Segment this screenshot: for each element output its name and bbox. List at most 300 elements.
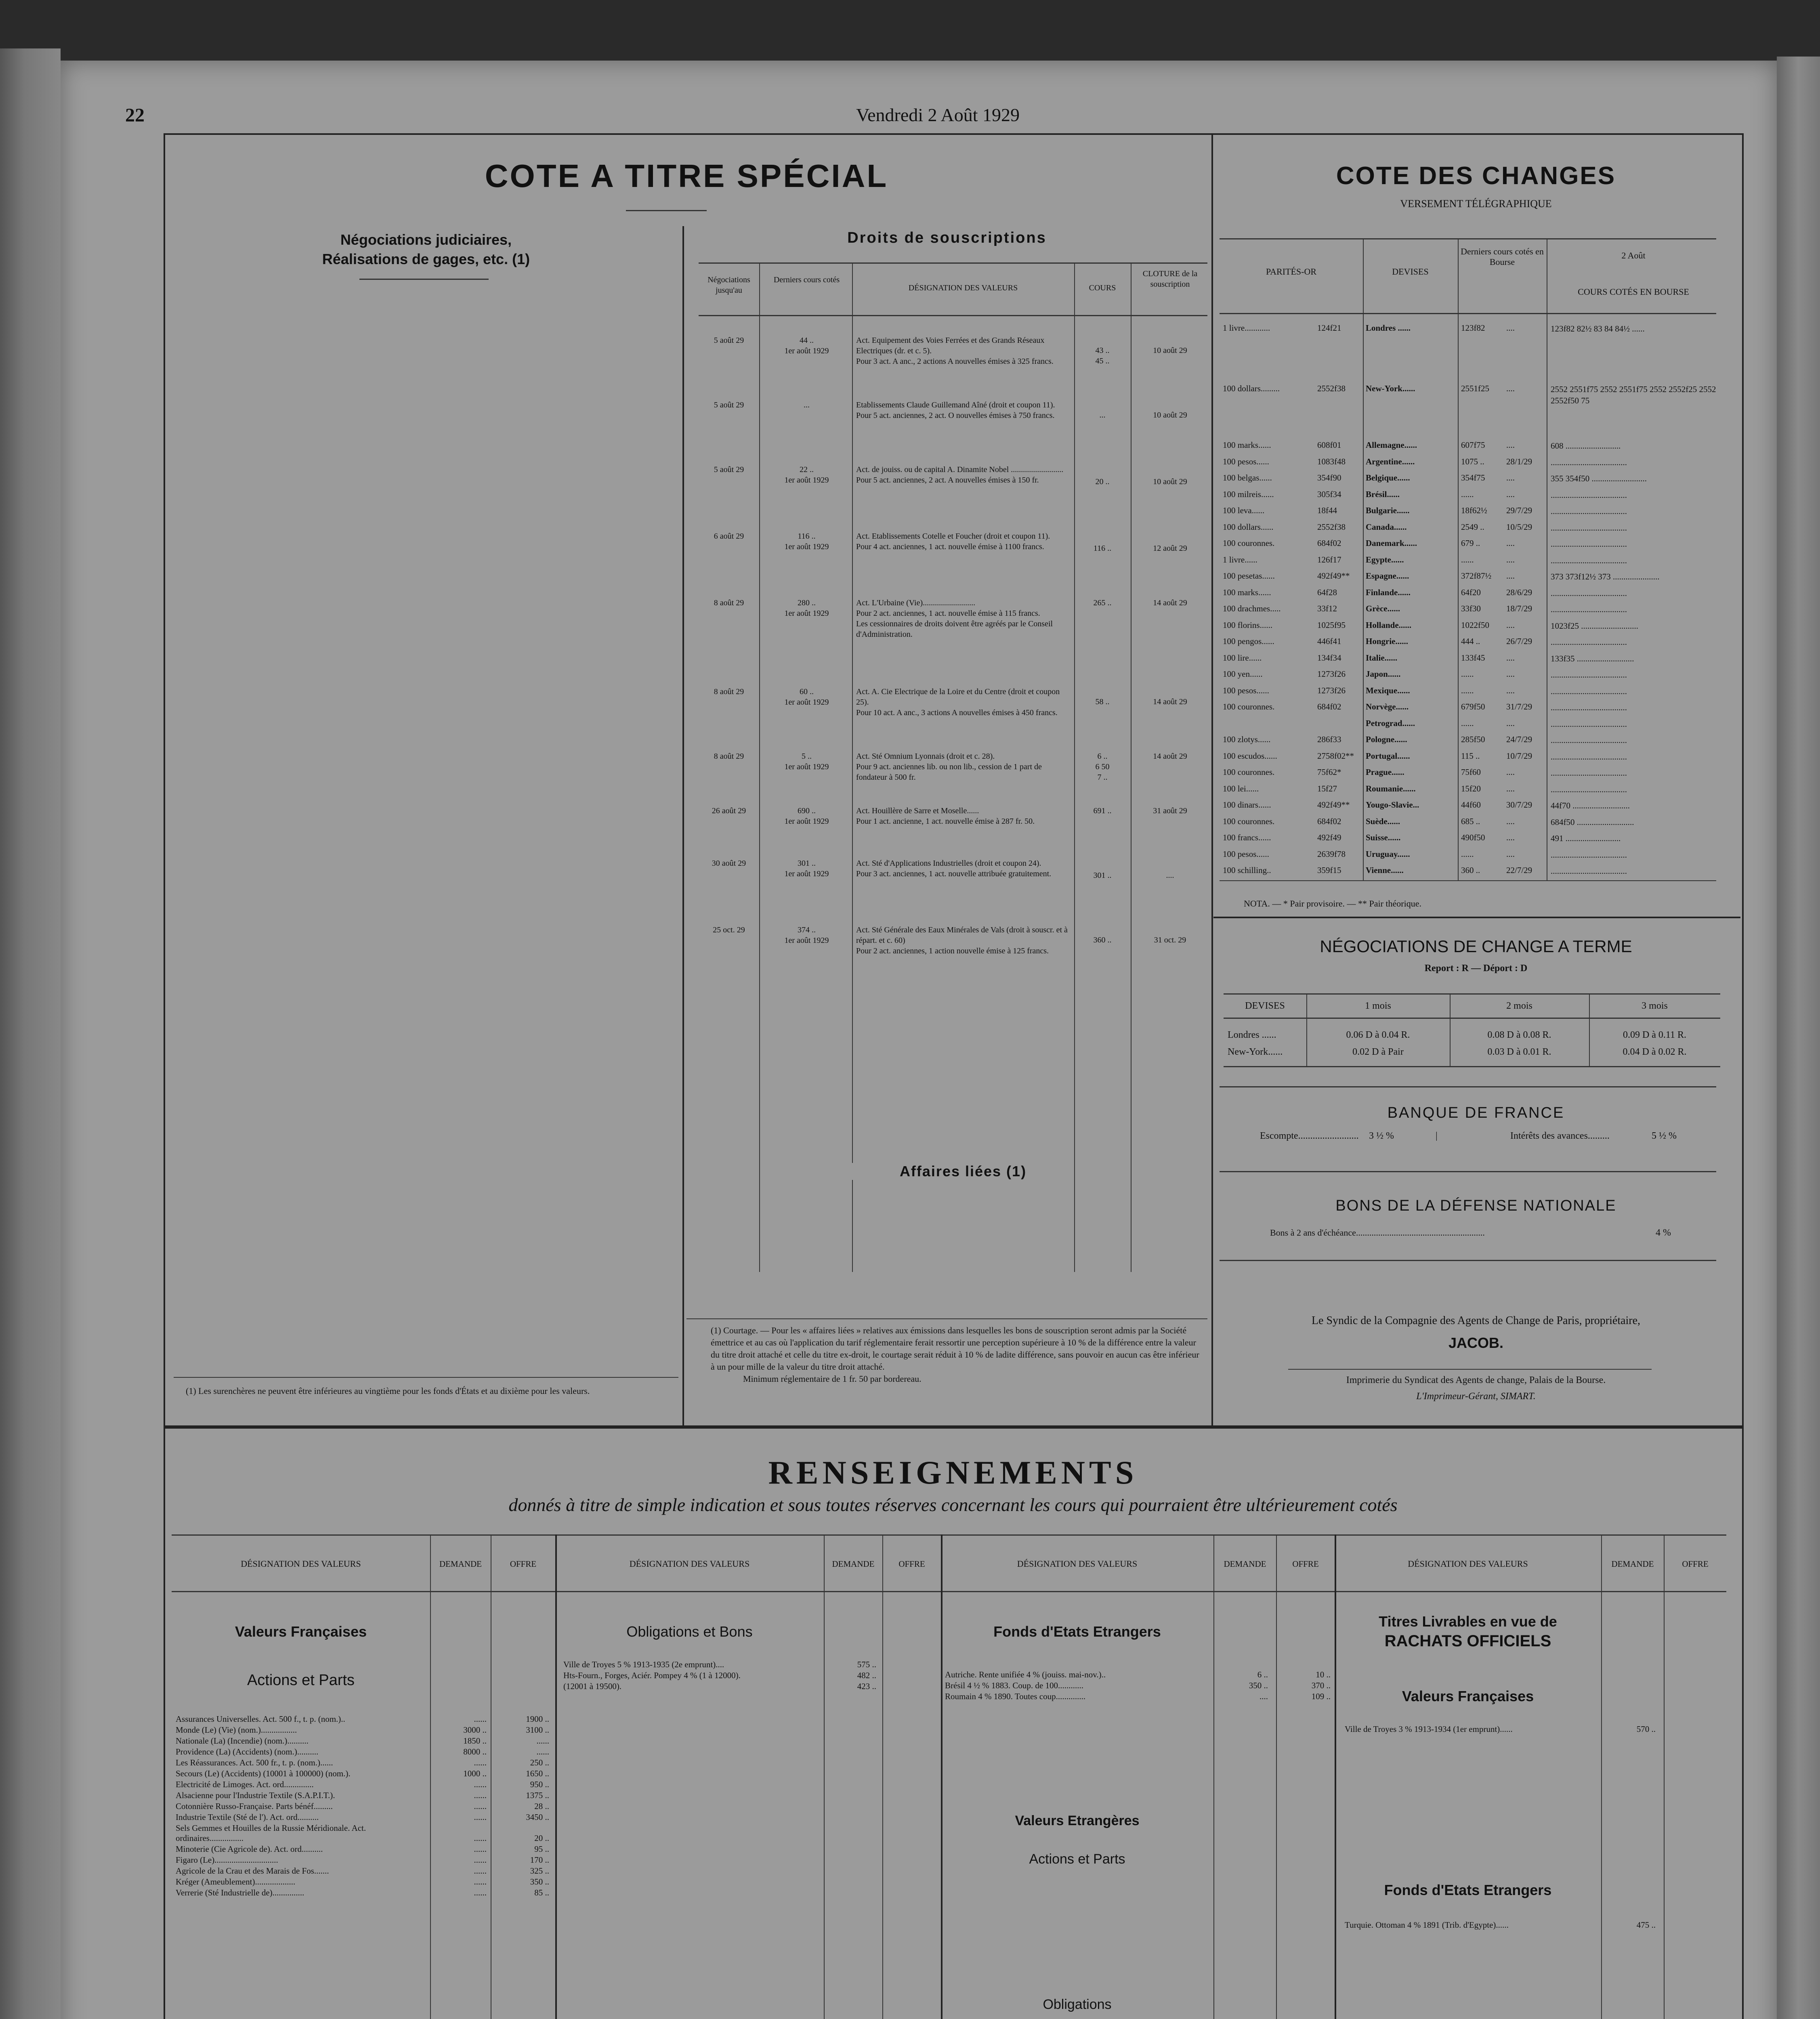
changes-parite-valeur: 2552f38: [1317, 384, 1346, 393]
rens-offre: 950 ..: [530, 1780, 549, 1789]
rens-header-top: [172, 1534, 1726, 1536]
droits-cloture: 31 août 29: [1153, 806, 1187, 815]
terme-3mois: 0.04 D à 0.02 R.: [1623, 1047, 1687, 1057]
changes-devise: Hongrie......: [1366, 636, 1408, 646]
rens-demande: ......: [474, 1844, 487, 1854]
changes-parite: 100 lire......: [1223, 653, 1262, 663]
rens-demande: 475 ..: [1636, 1920, 1656, 1930]
droits-cours: 116 ..: [1093, 544, 1112, 553]
changes-dernier-date: 22/7/29: [1506, 865, 1532, 875]
droits-cours: 360 ..: [1093, 936, 1112, 944]
droits-cours: 691 ..: [1093, 806, 1112, 815]
changes-dernier-date: ....: [1506, 473, 1515, 483]
rens-designation: Hts-Fourn., Forges, Aciér. Pompey 4 % (1 à 12000).: [563, 1671, 741, 1680]
terme-header-3mois: 3 mois: [1642, 1001, 1668, 1011]
col1-section-valeurs-francaises: Valeurs Françaises: [235, 1623, 367, 1640]
changes-dernier: 607f75: [1461, 440, 1485, 450]
changes-parite: 100 pesetas......: [1223, 571, 1275, 581]
changes-header-top: [1220, 238, 1716, 239]
rens-designation: Turquie. Ottoman 4 % 1891 (Trib. d'Egypte)......: [1345, 1920, 1509, 1930]
changes-bottom-rule: [1213, 917, 1740, 918]
courtage-minimum: Minimum réglementaire de 1 fr. 50 par bordereau.: [743, 1374, 922, 1384]
changes-dernier-date: ....: [1506, 384, 1515, 393]
changes-parite-valeur: 126f17: [1317, 554, 1341, 565]
droits-designation: Act. de jouiss. ou de capital A. Dinamite Nobel .......................... Pour 5 act. anciennes, 2 act. A nouvelles émises à 150 fr.: [856, 465, 1064, 485]
changes-parite: 100 pesos......: [1223, 685, 1269, 695]
changes-parite-valeur: 1273f26: [1317, 669, 1346, 679]
rens-designation: Sels Gemmes et Houilles de la Russie Méridionale. Act. ordinaires................: [176, 1823, 366, 1843]
changes-parite: 100 pesos......: [1223, 456, 1269, 466]
changes-cours: ....................................: [1551, 457, 1627, 467]
droits-designation: Act. Equipement des Voies Ferrées et des Grands Réseaux Electriques (dr. et c. 5). Pour 3 act. A anc., 2 actions A nouvelles émises à 325 francs.: [856, 336, 1054, 366]
terme-header-2mois: 2 mois: [1506, 1001, 1532, 1011]
droits-designation: Act. Sté Omnium Lyonnais (droit et c. 28). Pour 9 act. anciennes lib. ou non lib., cession de 1 part de fondateur à 500 fr.: [856, 752, 1042, 782]
changes-cours: ....................................: [1551, 703, 1627, 712]
terme-header-devises: DEVISES: [1245, 1001, 1285, 1011]
droits-date: 8 août 29: [714, 598, 744, 607]
terme-header-bottom: [1224, 1018, 1720, 1019]
droits-derniers: 5 .. 1er août 1929: [784, 752, 829, 771]
changes-cours: 44f70 ...........................: [1551, 801, 1630, 810]
changes-cours: ....................................: [1551, 850, 1627, 860]
changes-cours: ....................................: [1551, 751, 1627, 762]
rens-designation: Electricité de Limoges. Act. ord..............: [176, 1780, 314, 1789]
changes-devise: Japon......: [1366, 669, 1401, 679]
rens-designation: Roumain 4 % 1890. Toutes coup..............: [945, 1692, 1086, 1701]
changes-parite: 100 lei......: [1223, 783, 1259, 793]
changes-devise: Roumanie......: [1366, 783, 1416, 793]
changes-dernier: ......: [1461, 849, 1474, 859]
changes-parite: 100 milreis......: [1223, 489, 1274, 499]
rens-demande: ......: [474, 1877, 487, 1887]
page-date: Vendredi 2 Août 1929: [856, 105, 1020, 125]
rens-sep-4: [824, 1534, 825, 2019]
changes-parite-valeur: 684f02: [1317, 702, 1341, 711]
changes-devise: Yougo-Slavie...: [1366, 800, 1419, 810]
droits-derniers: 22 .. 1er août 1929: [784, 465, 829, 485]
syndic-name: JACOB.: [1448, 1335, 1504, 1351]
rens-designation: Figaro (Le)..............................: [176, 1855, 278, 1865]
changes-parite: 100 couronnes.: [1223, 816, 1275, 826]
rens-demande: ......: [474, 1780, 487, 1789]
rens-designation: Secours (Le) (Accidents) (10001 à 100000) (nom.).: [176, 1769, 351, 1778]
changes-cours: ....................................: [1551, 539, 1627, 549]
droits-derniers: 44 .. 1er août 1929: [784, 336, 829, 355]
negociations-line-2: Réalisations de gages, etc. (1): [322, 251, 530, 267]
terme-subtitle: Report : R — Déport : D: [1424, 963, 1528, 974]
changes-parite-valeur: 684f02: [1317, 538, 1341, 548]
droits-cloture: 10 août 29: [1153, 477, 1187, 486]
changes-devise: Norvège......: [1366, 702, 1409, 711]
rens-h2-demande: DEMANDE: [832, 1559, 875, 1569]
terme-bottom: [1224, 1066, 1720, 1067]
changes-dernier: ......: [1461, 489, 1474, 499]
changes-dernier: 285f50: [1461, 735, 1485, 744]
rens-designation: Assurances Universelles. Act. 500 f., t. p. (nom.)..: [176, 1714, 345, 1724]
changes-cours: ....................................: [1551, 555, 1627, 565]
changes-dernier-date: ....: [1506, 783, 1515, 793]
rens-demande: ......: [474, 1758, 487, 1767]
changes-devise: Portugal......: [1366, 751, 1410, 761]
changes-devise: Grèce......: [1366, 604, 1400, 613]
droits-cours: 58 ..: [1095, 697, 1110, 706]
droits-date: 5 août 29: [714, 336, 744, 345]
col3-section-actions: Actions et Parts: [1029, 1851, 1125, 1867]
changes-parite-valeur: 1025f95: [1317, 620, 1346, 630]
changes-parite-valeur: 18f44: [1317, 506, 1337, 515]
changes-header-date: 2 Août: [1621, 250, 1646, 260]
droits-cloture: 12 août 29: [1153, 544, 1187, 553]
changes-devise: New-York......: [1366, 384, 1415, 393]
droits-cours: 20 ..: [1095, 477, 1110, 486]
changes-devise: Hollande......: [1366, 620, 1412, 630]
droits-cloture: 14 août 29: [1153, 697, 1187, 706]
rens-demande: 1850 ..: [463, 1736, 487, 1746]
rens-demande: ......: [474, 1790, 487, 1800]
terme-col-sep-2: [1450, 993, 1451, 1066]
changes-cours: 355 354f50 ..........................: [1551, 474, 1647, 483]
changes-dernier-date: ....: [1506, 653, 1515, 663]
terme-header-top: [1224, 993, 1720, 995]
changes-dernier: 2549 ..: [1461, 522, 1484, 532]
rens-offre: 10 ..: [1316, 1670, 1331, 1679]
changes-dernier: 354f75: [1461, 473, 1485, 483]
banque-title: BANQUE DE FRANCE: [1387, 1104, 1565, 1121]
changes-devise: Uruguay......: [1366, 849, 1410, 859]
rens-demande: ......: [474, 1855, 487, 1865]
droits-cours: ...: [1099, 411, 1106, 420]
changes-header-cours: COURS COTÉS EN BOURSE: [1578, 287, 1689, 297]
changes-dernier-date: 18/7/29: [1506, 604, 1532, 613]
changes-parite-valeur: 492f49: [1317, 833, 1341, 842]
changes-dernier: ......: [1461, 685, 1474, 695]
droits-header-designation: DÉSIGNATION DES VALEURS: [908, 283, 1018, 292]
terme-col-sep-3: [1589, 993, 1590, 1066]
syndic-rule: [1288, 1369, 1652, 1370]
bons-value: 4 %: [1656, 1228, 1671, 1238]
rens-designation: Alsacienne pour l'Industrie Textile (S.A.P.I.T.).: [176, 1790, 335, 1800]
changes-cours: 684f50 ...........................: [1551, 817, 1634, 827]
changes-devise: Bulgarie......: [1366, 506, 1410, 515]
terme-col-sep-1: [1306, 993, 1307, 1066]
rens-demande: 3000 ..: [463, 1725, 487, 1735]
changes-parite: 100 yen......: [1223, 669, 1263, 679]
changes-parite: 100 dinars......: [1223, 800, 1271, 810]
rens-h1-designation: DÉSIGNATION DES VALEURS: [241, 1559, 361, 1569]
rens-offre: 1375 ..: [526, 1790, 549, 1800]
changes-devise: Egypte......: [1366, 554, 1404, 565]
changes-dernier: 33f30: [1461, 604, 1481, 613]
gerant: L'Imprimeur-Gérant, SIMART.: [1416, 1391, 1536, 1402]
rens-designation: Industrie Textile (Sté de l'). Act. ord..........: [176, 1812, 319, 1822]
banque-avances-label: Intérêts des avances.........: [1510, 1131, 1610, 1141]
rens-designation: Nationale (La) (Incendie) (nom.)..........: [176, 1736, 309, 1746]
terme-section-rule: [1220, 1086, 1716, 1087]
rens-h1-demande: DEMANDE: [439, 1559, 482, 1569]
imprimerie: Imprimerie du Syndicat des Agents de change, Palais de la Bourse.: [1346, 1375, 1606, 1385]
changes-dernier: 685 ..: [1461, 816, 1480, 826]
terme-title: NÉGOCIATIONS DE CHANGE A TERME: [1320, 937, 1632, 956]
rens-offre: 109 ..: [1311, 1692, 1331, 1701]
changes-dernier-date: 29/7/29: [1506, 506, 1532, 515]
changes-dernier-date: ....: [1506, 669, 1515, 679]
droits-cours: 43 .. 45 ..: [1095, 346, 1110, 365]
changes-dernier: 679f50: [1461, 702, 1485, 711]
changes-cours: ....................................: [1551, 588, 1627, 598]
rens-offre: 370 ..: [1311, 1681, 1331, 1690]
changes-cours: 123f82 82½ 83 84 84½ ......: [1551, 324, 1645, 334]
changes-parite: 100 dollars......: [1223, 522, 1274, 532]
rens-demande: ......: [474, 1812, 487, 1822]
changes-parite: 100 pengos......: [1223, 636, 1274, 646]
divider-right: [1211, 133, 1213, 1425]
changes-dernier-date: ....: [1506, 767, 1515, 777]
changes-devise: Suisse......: [1366, 833, 1401, 842]
rens-offre: 3450 ..: [526, 1812, 549, 1822]
negociations-line-1: Négociations judiciaires,: [340, 231, 512, 248]
changes-parite-valeur: 684f02: [1317, 816, 1341, 826]
droits-header-cloture: CLOTURE de la souscription: [1142, 269, 1198, 289]
changes-devise: Pologne......: [1366, 735, 1407, 744]
rens-offre: 95 ..: [534, 1844, 549, 1854]
changes-dernier: 64f20: [1461, 587, 1481, 597]
rens-sep-3: [555, 1534, 557, 2019]
banque-avances-value: 5 ½ %: [1652, 1131, 1677, 1141]
changes-dernier: 372f87½: [1461, 571, 1492, 581]
droits-designation: Act. Sté Générale des Eaux Minérales de Vals (droit à souscr. et à répart. et c. 60) Pour 2 act. anciennes, 1 action nouvelle émise à 125 francs.: [856, 926, 1068, 955]
rens-demande: 6 ..: [1257, 1670, 1268, 1679]
changes-parite-valeur: 2758f02**: [1317, 751, 1354, 761]
droits-date: 6 août 29: [714, 532, 744, 541]
changes-parite-valeur: 124f21: [1317, 323, 1341, 333]
changes-devise: Suède......: [1366, 816, 1400, 826]
changes-parite-valeur: 359f15: [1317, 865, 1341, 875]
terme-3mois: 0.09 D à 0.11 R.: [1623, 1030, 1687, 1040]
changes-dernier: 18f62½: [1461, 506, 1487, 515]
changes-parite-valeur: 134f34: [1317, 653, 1341, 663]
cote-titre-special-title: COTE A TITRE SPÉCIAL: [485, 158, 888, 194]
droits-col-sep-2: [852, 262, 853, 1272]
droits-derniers: 116 .. 1er août 1929: [784, 532, 829, 551]
changes-dernier: ......: [1461, 669, 1474, 679]
changes-parite-valeur: 2552f38: [1317, 522, 1346, 532]
changes-header-devises: DEVISES: [1392, 267, 1429, 277]
changes-parite: 100 zlotys......: [1223, 735, 1271, 744]
droits-derniers: 60 .. 1er août 1929: [784, 687, 829, 707]
changes-devise: Finlande......: [1366, 587, 1411, 597]
changes-parite-valeur: 15f27: [1317, 783, 1337, 793]
changes-cours: ....................................: [1551, 523, 1627, 533]
changes-dernier-date: ....: [1506, 718, 1515, 728]
changes-title: COTE DES CHANGES: [1336, 162, 1616, 190]
rens-designation: Providence (La) (Accidents) (nom.)..........: [176, 1747, 319, 1757]
changes-parite: 100 schilling..: [1223, 865, 1271, 875]
droits-cloture: 14 août 29: [1153, 752, 1187, 761]
rens-offre: 325 ..: [530, 1866, 549, 1876]
banque-escompte-label: Escompte.........................: [1260, 1131, 1359, 1141]
rens-h2-offre: OFFRE: [898, 1559, 925, 1569]
rens-demande: ......: [474, 1714, 487, 1724]
terme-1mois: 0.06 D à 0.04 R.: [1346, 1030, 1410, 1040]
changes-parite-valeur: 286f33: [1317, 735, 1341, 744]
rens-sep-6: [941, 1534, 943, 2019]
droits-designation: Etablissements Claude Guillemand Aîné (droit et coupon 11). Pour 5 act. anciennes, 2 act. O nouvelles émises à 750 francs.: [856, 401, 1055, 420]
rens-sep-7: [1213, 1534, 1214, 2019]
rens-demande: ......: [474, 1866, 487, 1876]
courtage-text: (1) Courtage. — Pour les « affaires liées » relatives aux émissions dans lesquelles les bons de souscription seront admis par la Société émettrice et au cas où l'application du tarif réglementaire ferait ressortir une perception supérieure à 10 % de la différence entre la valeur du titre droit attaché et celle du titre ex-droit, le courtage serait réduit à 10 % de ladite différence, sans pouvoir en aucun cas être inférieur à un pour mille de la valeur du titre droit attaché.: [711, 1325, 1199, 1372]
changes-parite: 100 dollars.........: [1223, 384, 1280, 393]
rens-designation: Ville de Troyes 5 % 1913-1935 (2e emprunt)....: [563, 1660, 724, 1669]
droits-cloture: 14 août 29: [1153, 598, 1187, 607]
rens-demande: 423 ..: [857, 1681, 876, 1691]
changes-parite: 100 florins......: [1223, 620, 1273, 630]
changes-cours: ....................................: [1551, 490, 1627, 500]
changes-dernier: 1022f50: [1461, 620, 1489, 630]
divider-left: [682, 226, 684, 1425]
changes-parite: 1 livre......: [1223, 554, 1257, 565]
changes-dernier-date: ....: [1506, 571, 1515, 581]
rens-designation: Cotonnière Russo-Française. Parts bénéf.........: [176, 1801, 333, 1811]
col1-section-actions: Actions et Parts: [247, 1672, 355, 1689]
renseignements-title: RENSEIGNEMENTS: [768, 1454, 1138, 1491]
changes-devise: Allemagne......: [1366, 440, 1417, 450]
changes-col-sep-2: [1458, 238, 1459, 880]
terme-devise: New-York......: [1228, 1047, 1283, 1057]
changes-header-bottom: [1220, 313, 1716, 314]
droits-cloture: 10 août 29: [1153, 346, 1187, 355]
droits-designation: Act. A. Cie Electrique de la Loire et du Centre (droit et coupon 25). Pour 10 act. A anc., 3 actions A nouvelles émises à 450 francs.: [856, 687, 1060, 717]
rens-sep-11: [1664, 1534, 1665, 2019]
rens-demande: ......: [474, 1801, 487, 1811]
droits-header-cours: COURS: [1089, 283, 1116, 292]
changes-dernier-date: 26/7/29: [1506, 636, 1532, 646]
bons-title: BONS DE LA DÉFENSE NATIONALE: [1335, 1197, 1616, 1214]
changes-devise: Londres ......: [1366, 323, 1411, 333]
title-rule: [626, 210, 707, 211]
banque-separator: |: [1436, 1131, 1438, 1141]
changes-parite: 100 couronnes.: [1223, 702, 1275, 711]
terme-2mois: 0.03 D à 0.01 R.: [1487, 1047, 1551, 1057]
changes-devise: Petrograd......: [1366, 718, 1415, 728]
changes-dernier-date: ....: [1506, 440, 1515, 450]
rens-offre: 350 ..: [530, 1877, 549, 1887]
changes-cours: ....................................: [1551, 866, 1627, 876]
changes-dernier: 15f20: [1461, 783, 1481, 793]
droits-cours: 265 ..: [1093, 598, 1112, 607]
droits-designation: Act. Sté d'Applications Industrielles (droit et coupon 24). Pour 3 act. anciennes, 1 act. nouvelle attribuée gratuitement.: [856, 859, 1052, 878]
changes-dernier: 1075 ..: [1461, 456, 1484, 466]
rens-h2-designation: DÉSIGNATION DES VALEURS: [629, 1559, 750, 1569]
changes-cours: ....................................: [1551, 604, 1627, 614]
rens-designation: Ville de Troyes 3 % 1913-1934 (1er emprunt)......: [1345, 1724, 1513, 1734]
rens-offre: 250 ..: [530, 1758, 549, 1767]
terme-1mois: 0.02 D à Pair: [1352, 1047, 1404, 1057]
changes-cours: 491 ..........................: [1551, 833, 1621, 843]
negociations-rule: [359, 279, 489, 280]
rens-demande: 350 ..: [1249, 1681, 1268, 1690]
droits-date: 30 août 29: [712, 859, 746, 868]
droits-date: 8 août 29: [714, 687, 744, 696]
changes-parite: 1 livre............: [1223, 323, 1270, 333]
changes-devise: Espagne......: [1366, 571, 1409, 581]
rens-designation: Brésil 4 ½ % 1883. Coup. de 100............: [945, 1681, 1083, 1690]
changes-cours: ....................................: [1551, 506, 1627, 516]
col3-section-valeurs-etrangeres: Valeurs Etrangères: [1015, 1813, 1140, 1828]
changes-dernier-date: ....: [1506, 849, 1515, 859]
rens-offre: 170 ..: [530, 1855, 549, 1865]
changes-dernier: 2551f25: [1461, 384, 1489, 393]
droits-title: Droits de souscriptions: [847, 229, 1047, 246]
changes-dernier-date: ....: [1506, 685, 1515, 695]
banque-escompte-value: 3 ½ %: [1369, 1131, 1394, 1141]
droits-derniers: 301 .. 1er août 1929: [784, 859, 829, 878]
changes-dernier: ......: [1461, 718, 1474, 728]
col4-heading2: RACHATS OFFICIELS: [1384, 1632, 1551, 1650]
courtage-note: [711, 1324, 1203, 1385]
col4-section-valeurs-francaises: Valeurs Françaises: [1402, 1688, 1534, 1704]
changes-cours: ....................................: [1551, 686, 1627, 696]
changes-devise: Danemark......: [1366, 538, 1417, 548]
rens-h1-offre: OFFRE: [510, 1559, 537, 1569]
rens-sep-10: [1601, 1534, 1602, 2019]
changes-dernier-date: 30/7/29: [1506, 800, 1532, 810]
page-edge-right: [1777, 57, 1820, 2019]
changes-dernier-date: 28/6/29: [1506, 587, 1532, 597]
changes-dernier-date: 10/7/29: [1506, 751, 1532, 761]
rens-designation: Agricole de la Crau et des Marais de Fos.......: [176, 1866, 329, 1876]
droits-derniers: 690 .. 1er août 1929: [784, 806, 829, 826]
changes-parite-valeur: 492f49**: [1317, 800, 1350, 810]
rens-sep-8: [1276, 1534, 1277, 2019]
droits-header-derniers: Derniers cours cotés: [773, 275, 840, 284]
changes-dernier: 44f60: [1461, 800, 1481, 810]
droits-designation: Act. Etablissements Cotelle et Foucher (droit et coupon 11). Pour 4 act. anciennes, 1 act. nouvelle émise à 1100 francs.: [856, 532, 1050, 551]
col4-section-fonds: Fonds d'Etats Etrangers: [1384, 1882, 1552, 1898]
rens-demande: 575 ..: [857, 1660, 876, 1669]
changes-header-derniers: Derniers cours cotés en Bourse: [1461, 246, 1544, 267]
droits-derniers: 374 .. 1er août 1929: [784, 926, 829, 945]
rens-designation: Monde (Le) (Vie) (nom.).................: [176, 1725, 297, 1735]
rens-h4-demande: DEMANDE: [1611, 1559, 1654, 1569]
changes-dernier: 360 ..: [1461, 865, 1480, 875]
changes-dernier: 490f50: [1461, 833, 1485, 842]
rens-designation: Les Réassurances. Act. 500 fr., t. p. (nom.)......: [176, 1758, 333, 1767]
changes-parite: 100 couronnes.: [1223, 538, 1275, 548]
changes-cours: 373 373f12½ 373 ......................: [1551, 572, 1660, 581]
droits-date: 25 oct. 29: [713, 926, 745, 934]
changes-dernier-date: 10/5/29: [1506, 522, 1532, 532]
changes-parite: 100 pesos......: [1223, 849, 1269, 859]
rens-demande: 1000 ..: [463, 1769, 487, 1778]
droits-designation: Act. L'Urbaine (Vie).......................... Pour 2 act. anciennes, 1 act. nouvelle émise à 115 francs. Les cessionnaires de droits doivent être agréés par le Conseil d'Administration.: [856, 598, 1053, 639]
syndic-line: Le Syndic de la Compagnie des Agents de Change de Paris, propriétaire,: [1311, 1314, 1641, 1327]
rens-sep-9: [1335, 1534, 1336, 2019]
changes-parite: 100 belgas......: [1223, 473, 1272, 483]
droits-cloture: 10 août 29: [1153, 411, 1187, 420]
affaires-liees-title: Affaires liées (1): [852, 1163, 1074, 1180]
rens-offre: 1900 ..: [526, 1714, 549, 1724]
rens-offre: 85 ..: [534, 1888, 549, 1897]
changes-devise: Belgique......: [1366, 473, 1410, 483]
rens-offre: 3100 ..: [526, 1725, 549, 1735]
changes-parite: 100 escudos......: [1223, 751, 1277, 761]
footnote-rule: [174, 1377, 678, 1378]
changes-dernier: 679 ..: [1461, 538, 1480, 548]
rens-offre: ......: [536, 1747, 549, 1757]
changes-devise: Italie......: [1366, 653, 1398, 663]
terme-devise: Londres ......: [1228, 1030, 1276, 1040]
changes-devise: Canada......: [1366, 522, 1407, 532]
